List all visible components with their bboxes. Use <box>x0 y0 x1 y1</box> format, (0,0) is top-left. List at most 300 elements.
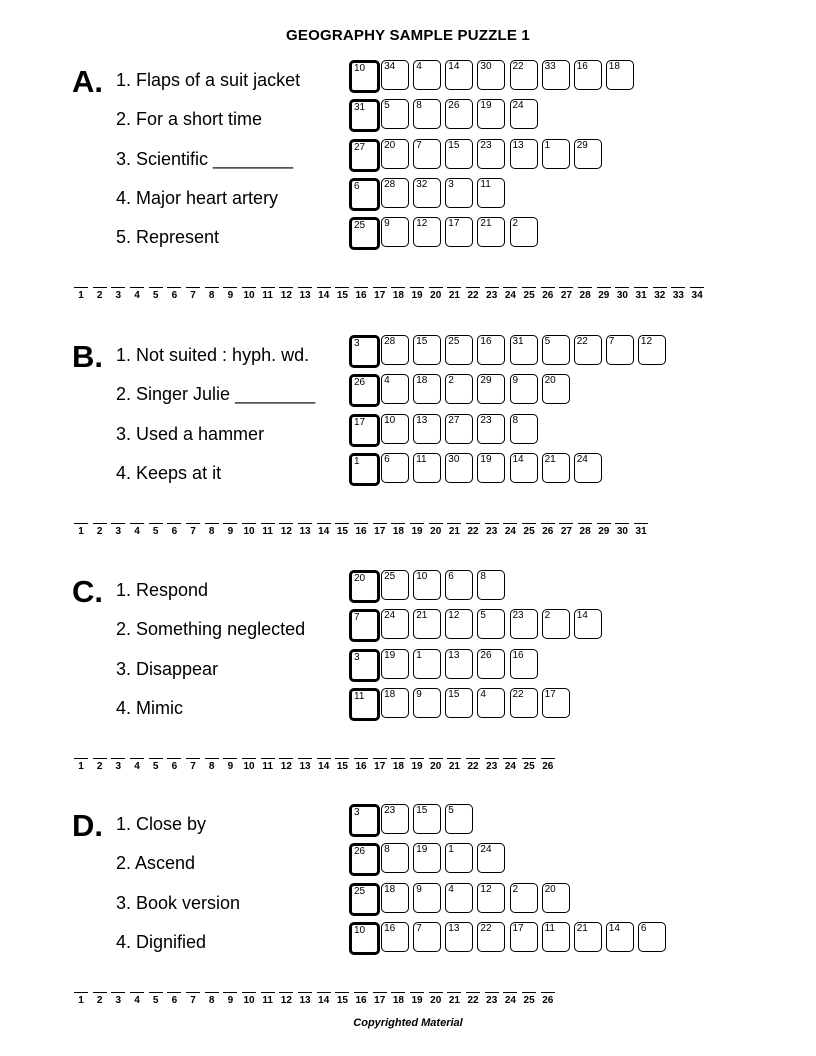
solution-slot[interactable] <box>466 992 480 1012</box>
solution-slot[interactable] <box>373 992 387 1012</box>
solution-slot[interactable] <box>317 287 331 307</box>
letter-box[interactable] <box>413 609 441 639</box>
slot-underline <box>429 287 443 288</box>
letter-box[interactable] <box>445 374 473 404</box>
letter-box[interactable] <box>413 99 441 129</box>
letter-box[interactable] <box>477 843 505 873</box>
solution-slot[interactable] <box>223 287 237 307</box>
solution-slot[interactable] <box>466 287 480 307</box>
letter-box[interactable] <box>349 453 380 486</box>
letter-box[interactable] <box>445 649 473 679</box>
letter-box[interactable] <box>381 922 409 952</box>
letter-box[interactable] <box>510 453 538 483</box>
slot-number: 19 <box>411 525 423 537</box>
solution-slot[interactable] <box>149 523 163 543</box>
solution-slot[interactable] <box>149 758 163 778</box>
letter-box[interactable] <box>381 217 409 247</box>
solution-slot[interactable] <box>485 287 499 307</box>
slot-number: 21 <box>448 290 460 302</box>
letter-box[interactable] <box>510 688 538 718</box>
solution-slot[interactable] <box>578 523 592 543</box>
clue-text: 1. Respond <box>116 580 209 600</box>
slot-number: 1 <box>78 290 84 302</box>
slot-underline <box>354 523 368 524</box>
solution-slot[interactable] <box>298 758 312 778</box>
solution-slot[interactable] <box>261 758 275 778</box>
copyright-notice: Copyrighted Material <box>353 1017 463 1029</box>
box-number: 3 <box>354 651 360 663</box>
solution-slot[interactable] <box>335 523 349 543</box>
letter-box[interactable] <box>381 414 409 444</box>
solution-slot[interactable] <box>223 523 237 543</box>
solution-slot[interactable] <box>149 992 163 1012</box>
letter-box[interactable] <box>413 217 441 247</box>
box-number: 18 <box>384 883 396 895</box>
letter-box[interactable] <box>477 139 505 169</box>
letter-box[interactable] <box>606 922 634 952</box>
letter-box[interactable] <box>574 335 602 365</box>
letter-box[interactable] <box>413 453 441 483</box>
box-number: 8 <box>480 571 486 582</box>
solution-slot[interactable] <box>261 287 275 307</box>
slot-underline <box>615 523 629 524</box>
letter-box[interactable] <box>381 804 409 834</box>
solution-slot[interactable] <box>261 992 275 1012</box>
box-number: 19 <box>480 453 492 465</box>
solution-slot[interactable] <box>93 758 107 778</box>
solution-slot[interactable] <box>298 287 312 307</box>
solution-slot[interactable] <box>429 523 443 543</box>
solution-slot[interactable] <box>373 287 387 307</box>
slot-underline <box>242 287 256 288</box>
letter-box[interactable] <box>349 178 380 211</box>
letter-box[interactable] <box>349 335 380 368</box>
solution-slot[interactable] <box>522 758 536 778</box>
letter-box[interactable] <box>574 139 602 169</box>
letter-box[interactable] <box>574 922 602 952</box>
solution-slot[interactable] <box>373 523 387 543</box>
solution-slot[interactable] <box>279 758 293 778</box>
box-number: 28 <box>384 178 396 190</box>
solution-slot[interactable] <box>186 287 200 307</box>
slot-underline <box>111 758 125 759</box>
solution-slot[interactable] <box>485 758 499 778</box>
solution-slot[interactable] <box>541 523 555 543</box>
letter-box[interactable] <box>349 374 380 407</box>
letter-box[interactable] <box>349 60 380 93</box>
letter-box[interactable] <box>381 60 409 90</box>
slot-number: 21 <box>448 525 460 537</box>
letter-box[interactable] <box>413 649 441 679</box>
letter-box[interactable] <box>445 139 473 169</box>
letter-box[interactable] <box>510 99 538 129</box>
box-number: 19 <box>416 844 428 856</box>
letter-box[interactable] <box>477 374 505 404</box>
solution-slot[interactable] <box>391 287 405 307</box>
letter-box[interactable] <box>477 922 505 952</box>
box-number: 16 <box>480 336 492 347</box>
letter-box[interactable] <box>381 374 409 404</box>
solution-slot[interactable] <box>541 758 555 778</box>
solution-slot[interactable] <box>93 523 107 543</box>
box-number: 1 <box>544 139 551 151</box>
solution-slot[interactable] <box>298 992 312 1012</box>
slot-number: 15 <box>336 290 348 302</box>
solution-slot[interactable] <box>578 287 592 307</box>
solution-slot[interactable] <box>74 758 88 778</box>
solution-slot[interactable] <box>373 758 387 778</box>
letter-box[interactable] <box>349 139 380 172</box>
letter-box[interactable] <box>477 99 505 129</box>
solution-slot[interactable] <box>466 523 480 543</box>
letter-box[interactable] <box>381 453 409 483</box>
solution-slot[interactable] <box>186 992 200 1012</box>
solution-slot[interactable] <box>485 992 499 1012</box>
solution-slot[interactable] <box>447 992 461 1012</box>
clue-text: 1. Close by <box>116 814 207 834</box>
box-number: 5 <box>384 100 390 112</box>
letter-box[interactable] <box>510 335 538 365</box>
letter-box[interactable] <box>477 570 505 600</box>
slot-number: 9 <box>227 760 234 772</box>
solution-slot[interactable] <box>466 758 480 778</box>
slot-number: 17 <box>374 760 386 772</box>
solution-slot[interactable] <box>447 287 461 307</box>
letter-box[interactable] <box>606 335 634 365</box>
solution-slot[interactable] <box>317 758 331 778</box>
letter-box[interactable] <box>381 649 409 679</box>
solution-slot[interactable] <box>205 992 219 1012</box>
letter-box[interactable] <box>381 178 409 208</box>
slot-number: 25 <box>523 290 535 302</box>
solution-slot[interactable] <box>354 287 368 307</box>
letter-box[interactable] <box>349 688 380 721</box>
box-number: 18 <box>416 375 428 387</box>
slot-underline <box>149 992 163 993</box>
solution-slot[interactable] <box>205 758 219 778</box>
solution-slot[interactable] <box>503 287 517 307</box>
solution-slot[interactable] <box>522 287 536 307</box>
box-number: 22 <box>576 336 588 347</box>
solution-slot[interactable] <box>242 523 256 543</box>
solution-slot[interactable] <box>242 287 256 307</box>
solution-slot[interactable] <box>279 992 293 1012</box>
letter-box[interactable] <box>445 804 473 834</box>
letter-box[interactable] <box>445 883 473 913</box>
letter-box[interactable] <box>445 922 473 952</box>
slot-underline <box>242 523 256 524</box>
letter-box[interactable] <box>413 414 441 444</box>
letter-box[interactable] <box>445 178 473 208</box>
slot-underline <box>149 287 163 288</box>
letter-box[interactable] <box>574 60 602 90</box>
letter-box[interactable] <box>477 178 505 208</box>
solution-slot[interactable] <box>391 758 405 778</box>
slot-underline <box>466 287 480 288</box>
solution-slot[interactable] <box>559 523 573 543</box>
letter-box[interactable] <box>542 374 570 404</box>
slot-underline <box>541 287 555 288</box>
letter-box[interactable] <box>349 883 380 916</box>
slot-underline <box>597 287 611 288</box>
letter-box[interactable] <box>349 570 380 603</box>
letter-box[interactable] <box>413 178 441 208</box>
box-number: 16 <box>576 61 588 72</box>
box-number: 12 <box>640 336 653 347</box>
solution-slot[interactable] <box>615 287 629 307</box>
letter-box[interactable] <box>477 335 505 365</box>
letter-box[interactable] <box>381 99 409 129</box>
solution-slot[interactable] <box>74 287 88 307</box>
solution-slot[interactable] <box>261 523 275 543</box>
solution-slot[interactable] <box>429 758 443 778</box>
solution-slot[interactable] <box>391 992 405 1012</box>
letter-box[interactable] <box>510 609 538 639</box>
letter-box[interactable] <box>510 649 538 679</box>
letter-box[interactable] <box>445 335 473 365</box>
letter-box[interactable] <box>381 843 409 873</box>
letter-box[interactable] <box>477 883 505 913</box>
slot-underline <box>466 758 480 759</box>
solution-slot[interactable] <box>186 523 200 543</box>
slot-number: 19 <box>411 760 423 772</box>
solution-slot[interactable] <box>354 523 368 543</box>
slot-underline <box>149 523 163 524</box>
solution-slot[interactable] <box>93 287 107 307</box>
letter-box[interactable] <box>542 139 570 169</box>
letter-box[interactable] <box>445 453 473 483</box>
letter-box[interactable] <box>413 335 441 365</box>
letter-box[interactable] <box>349 843 380 876</box>
letter-box[interactable] <box>510 60 538 90</box>
solution-slot[interactable] <box>410 758 424 778</box>
letter-box[interactable] <box>445 414 473 444</box>
solution-slot[interactable] <box>242 992 256 1012</box>
slot-number: 33 <box>672 290 684 302</box>
solution-slot[interactable] <box>242 758 256 778</box>
letter-box[interactable] <box>381 883 409 913</box>
solution-slot[interactable] <box>279 523 293 543</box>
clue-text: 2. Ascend <box>116 853 196 874</box>
slot-number: 15 <box>336 994 348 1006</box>
letter-box[interactable] <box>510 217 538 247</box>
slot-underline <box>541 758 555 759</box>
solution-slot[interactable] <box>503 523 517 543</box>
letter-box[interactable] <box>349 922 380 955</box>
slot-number: 26 <box>542 994 554 1006</box>
letter-box[interactable] <box>542 883 570 913</box>
letter-box[interactable] <box>413 688 441 718</box>
solution-slot[interactable] <box>597 287 611 307</box>
solution-slot[interactable] <box>559 287 573 307</box>
letter-box[interactable] <box>542 60 570 90</box>
letter-box[interactable] <box>445 217 473 247</box>
solution-slot[interactable] <box>653 287 667 307</box>
letter-box[interactable] <box>574 609 602 639</box>
solution-slot[interactable] <box>93 992 107 1012</box>
letter-box[interactable] <box>349 217 380 250</box>
slot-number: 14 <box>318 525 330 537</box>
letter-box[interactable] <box>413 570 441 600</box>
solution-slot[interactable] <box>522 523 536 543</box>
solution-slot[interactable] <box>130 287 144 307</box>
solution-slot[interactable] <box>410 992 424 1012</box>
solution-slot[interactable] <box>671 287 685 307</box>
letter-box[interactable] <box>349 804 380 837</box>
slot-underline <box>671 287 685 288</box>
letter-box[interactable] <box>574 453 602 483</box>
solution-slot[interactable] <box>317 992 331 1012</box>
slot-number: 5 <box>152 525 159 537</box>
letter-box[interactable] <box>381 335 409 365</box>
solution-slot[interactable] <box>541 992 555 1012</box>
solution-slot[interactable] <box>485 523 499 543</box>
solution-slot[interactable] <box>223 992 237 1012</box>
solution-slot[interactable] <box>522 992 536 1012</box>
box-number: 6 <box>354 180 360 192</box>
letter-box[interactable] <box>349 649 380 682</box>
solution-slot[interactable] <box>447 758 461 778</box>
letter-box[interactable] <box>477 453 505 483</box>
letter-box[interactable] <box>445 843 473 873</box>
solution-slot[interactable] <box>317 523 331 543</box>
letter-box[interactable] <box>477 688 505 718</box>
letter-box[interactable] <box>510 139 538 169</box>
solution-slot[interactable] <box>354 758 368 778</box>
solution-slot[interactable] <box>74 523 88 543</box>
slot-underline <box>205 287 219 288</box>
solution-slot[interactable] <box>130 758 144 778</box>
letter-box[interactable] <box>445 570 473 600</box>
letter-box[interactable] <box>510 414 538 444</box>
box-number: 6 <box>448 571 454 582</box>
letter-box[interactable] <box>413 843 441 873</box>
solution-slot[interactable] <box>186 758 200 778</box>
solution-slot[interactable] <box>447 523 461 543</box>
solution-slot[interactable] <box>167 992 181 1012</box>
solution-slot[interactable] <box>354 992 368 1012</box>
solution-slot[interactable] <box>690 287 704 307</box>
solution-slot[interactable] <box>167 287 181 307</box>
box-number: 15 <box>448 688 460 700</box>
solution-slot[interactable] <box>167 523 181 543</box>
solution-slot[interactable] <box>615 523 629 543</box>
letter-box[interactable] <box>542 609 570 639</box>
letter-box[interactable] <box>349 99 380 132</box>
letter-box[interactable] <box>542 453 570 483</box>
solution-slot[interactable] <box>223 758 237 778</box>
letter-box[interactable] <box>413 139 441 169</box>
slot-number: 17 <box>374 525 386 537</box>
solution-slot[interactable] <box>335 287 349 307</box>
box-number: 14 <box>608 922 620 934</box>
solution-slot[interactable] <box>634 523 648 543</box>
slot-underline <box>223 758 237 759</box>
letter-box[interactable] <box>413 374 441 404</box>
box-number: 16 <box>512 649 524 661</box>
solution-slot[interactable] <box>167 758 181 778</box>
letter-box[interactable] <box>445 688 473 718</box>
letter-box[interactable] <box>445 60 473 90</box>
slot-number: 9 <box>227 525 234 537</box>
letter-box[interactable] <box>349 609 380 642</box>
letter-box[interactable] <box>542 335 570 365</box>
solution-slot[interactable] <box>335 992 349 1012</box>
letter-box[interactable] <box>413 804 441 834</box>
box-number: 22 <box>512 61 524 72</box>
solution-slot[interactable] <box>74 992 88 1012</box>
letter-box[interactable] <box>477 649 505 679</box>
letter-box[interactable] <box>413 883 441 913</box>
slot-number: 2 <box>96 994 103 1006</box>
box-number: 23 <box>384 805 396 816</box>
letter-box[interactable] <box>413 922 441 952</box>
letter-box[interactable] <box>638 335 666 365</box>
solution-slot[interactable] <box>597 523 611 543</box>
solution-slot[interactable] <box>130 523 144 543</box>
solution-slot[interactable] <box>111 523 125 543</box>
letter-box[interactable] <box>381 139 409 169</box>
solution-slot[interactable] <box>541 287 555 307</box>
solution-slot[interactable] <box>149 287 163 307</box>
solution-slot[interactable] <box>111 758 125 778</box>
letter-box[interactable] <box>445 99 473 129</box>
box-number: 24 <box>512 100 524 112</box>
letter-box[interactable] <box>510 922 538 952</box>
letter-box[interactable] <box>606 60 634 90</box>
box-number: 1 <box>416 649 422 661</box>
letter-box[interactable] <box>542 922 570 952</box>
solution-slot[interactable] <box>634 287 648 307</box>
solution-slot[interactable] <box>503 758 517 778</box>
solution-slot[interactable] <box>503 992 517 1012</box>
letter-box[interactable] <box>477 609 505 639</box>
box-number: 29 <box>576 139 588 151</box>
solution-slot[interactable] <box>298 523 312 543</box>
box-number: 21 <box>416 610 428 622</box>
solution-slot[interactable] <box>130 992 144 1012</box>
letter-box[interactable] <box>381 570 409 600</box>
solution-slot[interactable] <box>279 287 293 307</box>
slot-underline <box>93 523 107 524</box>
letter-box[interactable] <box>381 688 409 718</box>
solution-slot[interactable] <box>410 523 424 543</box>
box-number: 11 <box>416 453 427 465</box>
letter-box[interactable] <box>477 217 505 247</box>
solution-slot[interactable] <box>335 758 349 778</box>
letter-box[interactable] <box>445 609 473 639</box>
letter-box[interactable] <box>477 60 505 90</box>
letter-box[interactable] <box>413 60 441 90</box>
letter-box[interactable] <box>349 414 380 447</box>
solution-slot[interactable] <box>391 523 405 543</box>
solution-slot[interactable] <box>429 992 443 1012</box>
solution-slot[interactable] <box>205 287 219 307</box>
solution-slot[interactable] <box>111 992 125 1012</box>
letter-box[interactable] <box>381 609 409 639</box>
letter-box[interactable] <box>477 414 505 444</box>
solution-slot[interactable] <box>111 287 125 307</box>
slot-number: 31 <box>635 290 647 302</box>
slot-underline <box>391 758 405 759</box>
letter-box[interactable] <box>542 688 570 718</box>
letter-box[interactable] <box>638 922 666 952</box>
letter-box[interactable] <box>510 883 538 913</box>
solution-slot[interactable] <box>429 287 443 307</box>
solution-slot[interactable] <box>205 523 219 543</box>
solution-slot[interactable] <box>410 287 424 307</box>
letter-box[interactable] <box>510 374 538 404</box>
